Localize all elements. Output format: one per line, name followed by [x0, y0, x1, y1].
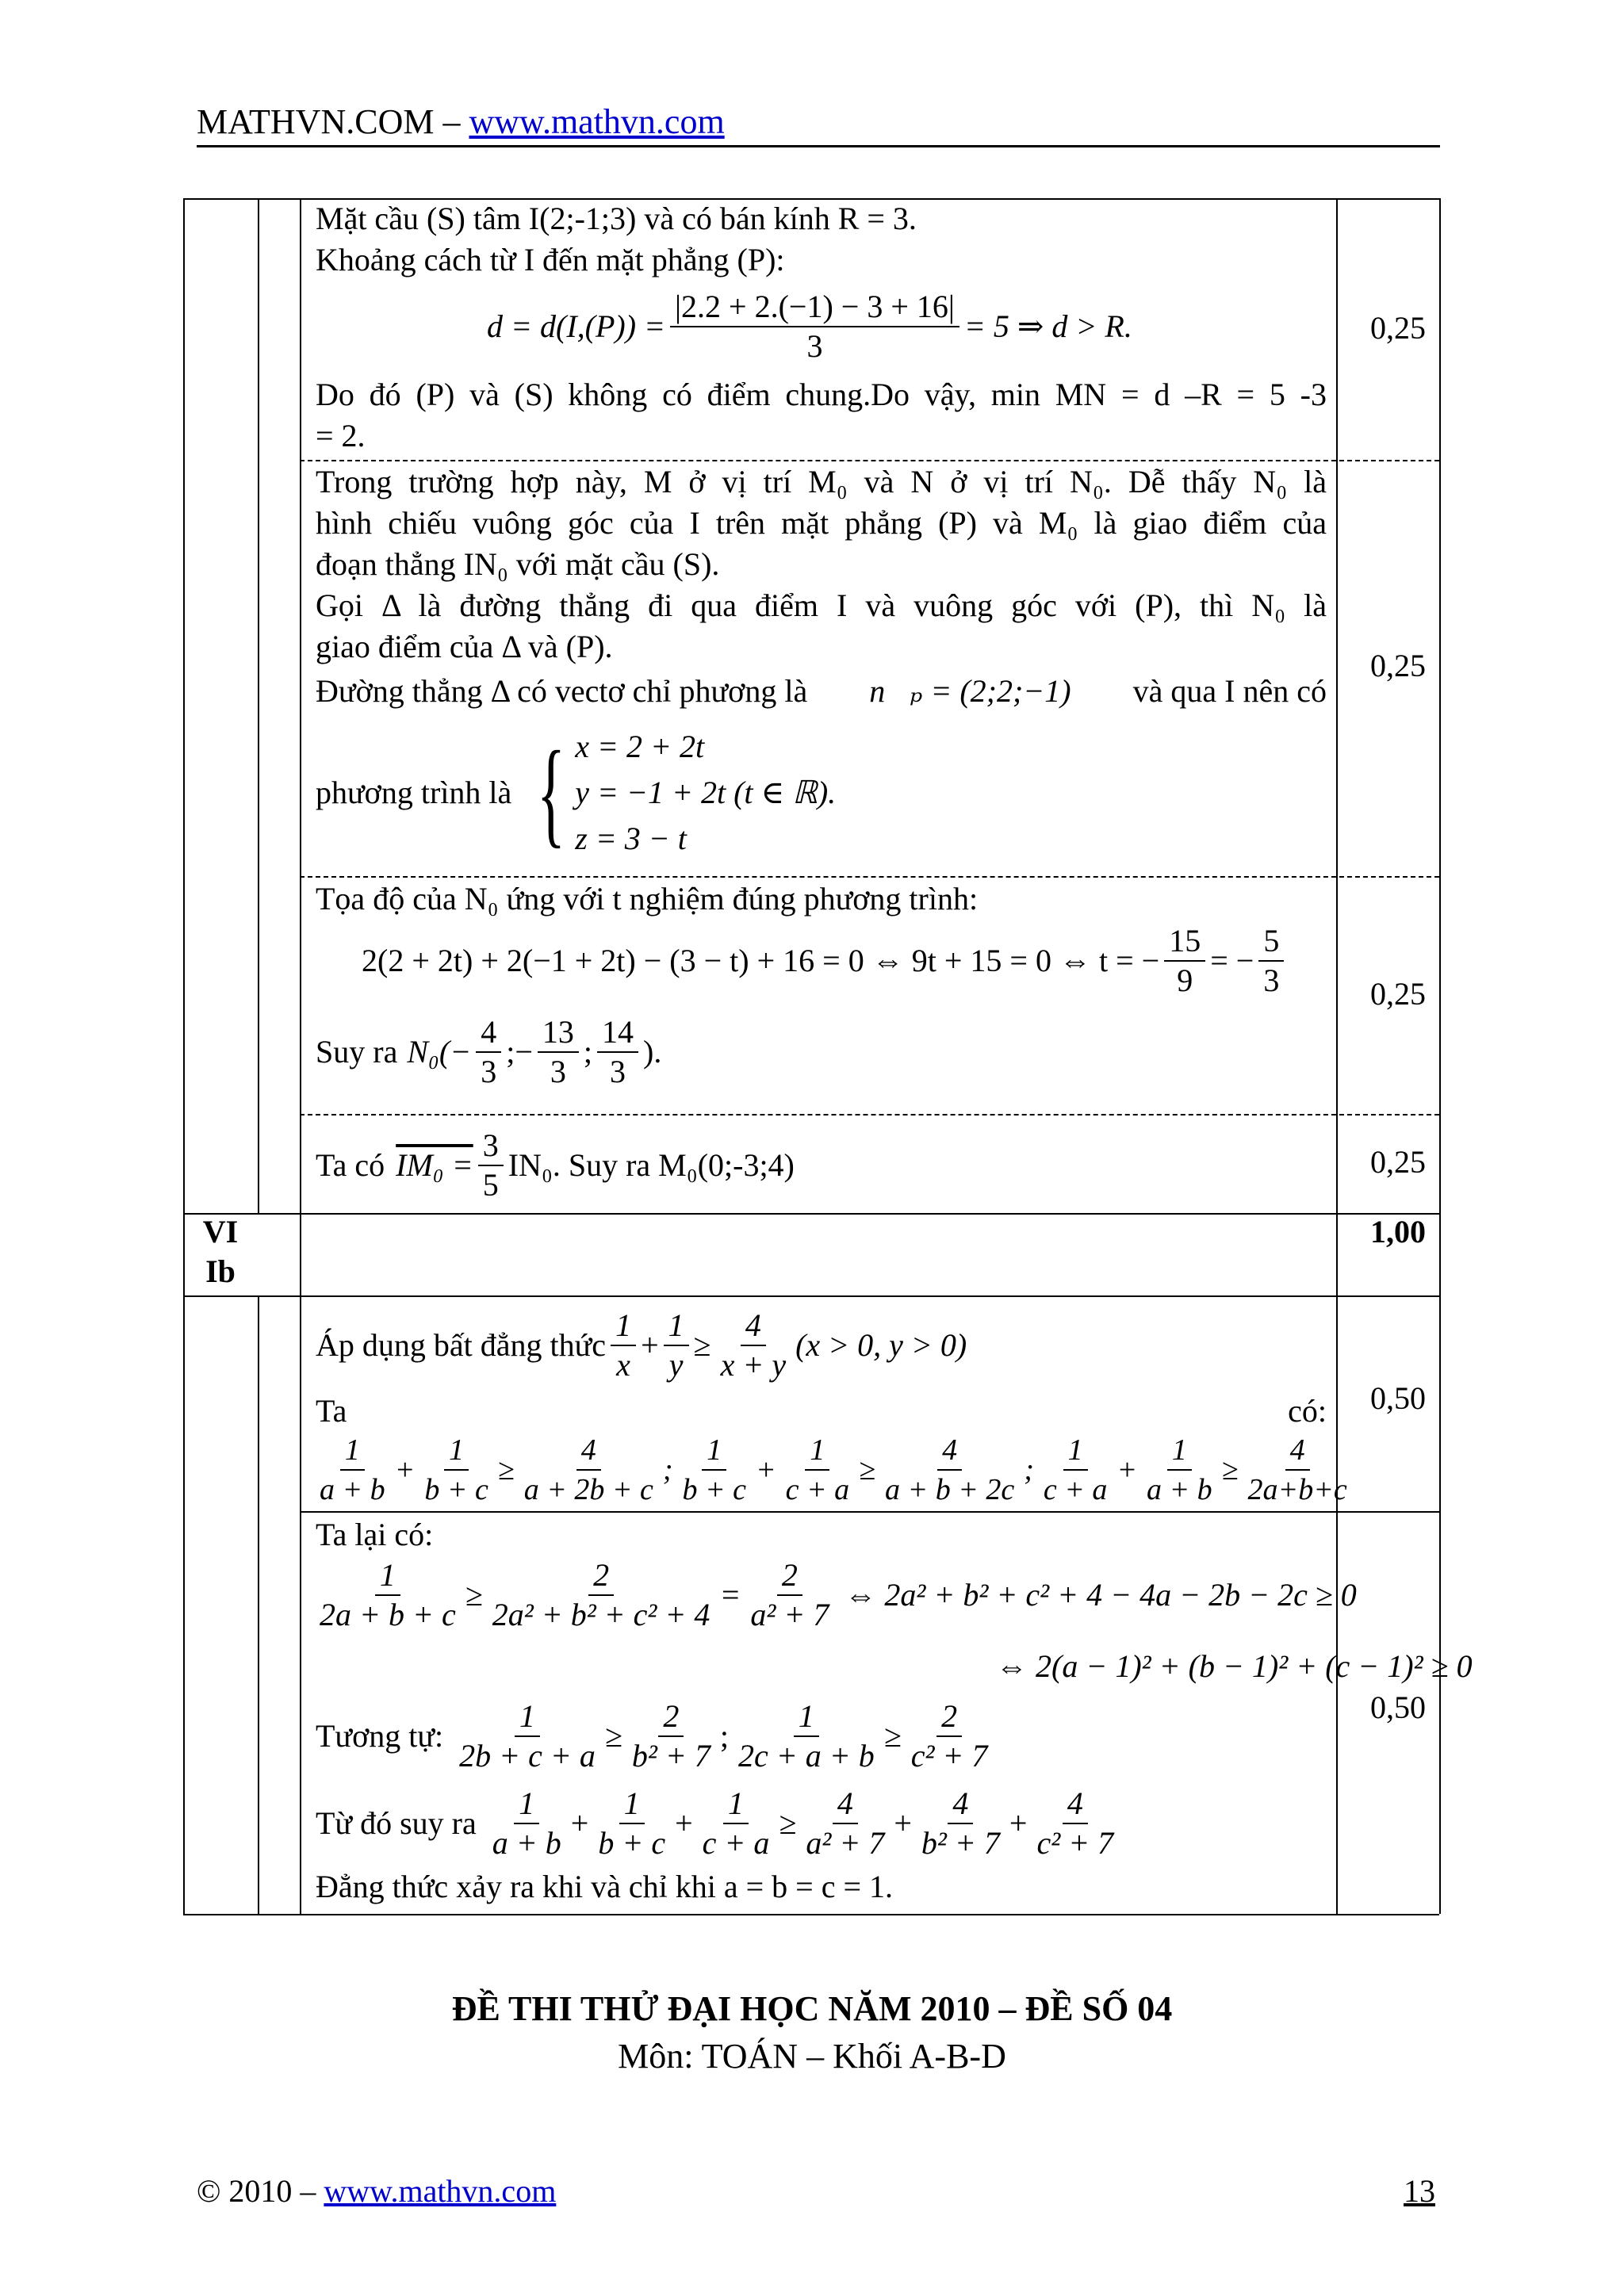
inequality-step: $\frac{1}{2a + b + c}$ ≥ $\frac{2}{\text{2a² + b² + c² + 4}}$ = $\frac{2}{\text{a² + 7}}$ ⇔ 2a² + b² + c² + 4 − 4a − 2b − 2c ≥ 0: [320, 1557, 1357, 1632]
page-header: MATHVN.COM – www.mathvn.com: [197, 102, 725, 141]
text-line: Ta: [316, 1393, 347, 1429]
text-line: Gọi Δ là đường thẳng đi qua điểm I và vuông góc với (P), thì N₀ là: [316, 587, 1327, 623]
row-separator: [183, 1295, 1439, 1297]
score: 0,50: [1370, 1689, 1426, 1725]
brace-icon: {: [537, 727, 566, 859]
page-number: 13: [1404, 2173, 1435, 2209]
col-divider: [300, 198, 301, 1914]
score: 0,25: [1370, 976, 1426, 1012]
inequality-set: 1 a + b + $\frac{1}{b + c}$ ≥ $\frac{4}{a + 2b + c}$ ; 1 b + c + $\frac{1}{c + a}$ ≥ $\frac{4}{a + b + 2c}$ ; 1 c + a + $\frac{1}{a + b}$ ≥ $\frac{4}{2a+b+c}$: [310, 1430, 1357, 1510]
text-line: Trong trường hợp này, M ở vị trí M₀ và N ở vị trí N₀. Dễ thấy N₀ là: [316, 464, 1327, 499]
final-inequality: Từ đó suy ra 1 a + b + $\frac{1}{b + c}$ + $\frac{1}{c + a}$ ≥ $\frac{4}{\text{a² + 7}}$ + $\frac{4}{\text{b² + 7}}$ + $\frac{4}{\text{c² + 7}}$: [316, 1785, 1114, 1861]
text-line: Ta lại có:: [316, 1517, 434, 1552]
inequality-step: ⇔ 2(a − 1)² + (b − 1)² + (c − 1)² ≥ 0: [996, 1648, 1473, 1684]
text-line: hình chiếu vuông góc của I trên mặt phẳng (P) và M₀ là giao điểm của: [316, 505, 1327, 541]
section-label: VI: [202, 1214, 239, 1249]
equation: 2(2 + 2t) + 2(−1 + 2t) − (3 − t) + 16 = 0 ⇔ 9t + 15 = 0 ⇔ t = − $\frac{15}{9}$ = − $\frac{5}{3}$: [362, 921, 1289, 1001]
text-line: Do đó (P) và (S) không có điểm chung.Do vậy, min MN = d –R = 5 -3: [316, 377, 1327, 412]
exam-subtitle: Môn: TOÁN – Khối A-B-D: [618, 2037, 1006, 2076]
header-link[interactable]: www.mathvn.com: [469, 102, 725, 141]
text-line: = 2.: [316, 418, 366, 453]
inequality-intro: Áp dụng bất đẳng thức 1 x + $\frac{1}{y}$ ≥ $\frac{4}{x + y}$ (x > 0, y > 0): [316, 1307, 967, 1383]
text-line: Khoảng cách từ I đến mặt phẳng (P):: [316, 242, 785, 277]
header-rule: [197, 145, 1440, 147]
row-separator: [300, 1511, 1439, 1513]
section-label: Ib: [205, 1253, 236, 1289]
row-separator: [300, 876, 1439, 878]
point-result: Suy ra N₀(− $\frac{4}{3}$ ;− $\frac{13}{3}$ ; 14 3 ).: [316, 1014, 662, 1089]
vector-relation: Ta có IM₀ = $\frac{3}{5}$ IN₀. Suy ra M₀(0;-3;4): [316, 1127, 795, 1203]
footer-link[interactable]: www.mathvn.com: [324, 2173, 557, 2209]
page-footer: © 2010 – www.mathvn.com: [197, 2173, 557, 2209]
score: 0,25: [1370, 310, 1426, 346]
text-line: Mặt cầu (S) tâm I(2;-1;3) và có bán kính R = 3.: [316, 201, 917, 236]
similar-inequality: Tương tự: $\frac{1}{2b + c + a}$ ≥ $\frac{2}{\text{b² + 7}}$ ; $\frac{1}{2c + a + b}$ ≥ $\frac{2}{\text{c² + 7}}$: [316, 1698, 988, 1774]
row-separator: [183, 1213, 1439, 1215]
col-divider: [258, 198, 259, 1213]
table-border-bottom: [183, 1914, 1439, 1915]
exam-title: ĐỀ THI THỬ ĐẠI HỌC NĂM 2010 – ĐỀ SỐ 04: [451, 1989, 1173, 2028]
param-equation: phương trình là { x = 2 + 2t y = −1 + 2t (t ∈ ℝ). z = 3 − t: [316, 721, 836, 864]
distance-formula: d = d(I,(P)) = $\frac{|2.2 + 2.(-1) - 3 + 16|}{3}$ = 5 ⇒ d > R.: [487, 289, 1132, 364]
equation-system: { x = 2 + 2t y = −1 + 2t (t ∈ ℝ). z = 3 − t: [537, 727, 837, 859]
text-line: có:: [1288, 1393, 1327, 1429]
text-line: đoạn thẳng IN₀ với mặt cầu (S).: [316, 546, 720, 582]
fraction: $\frac{|2.2 + 2.(-1) - 3 + 16|}{3}$: [670, 288, 959, 365]
solution-table: [183, 198, 1473, 1914]
score: 0,50: [1370, 1380, 1426, 1416]
site-name: MATHVN.COM: [197, 102, 435, 141]
text-line: Đẳng thức xảy ra khi và chỉ khi a = b = c = 1.: [316, 1869, 894, 1904]
score: 0,25: [1370, 1144, 1426, 1180]
table-border-left: [183, 198, 185, 1914]
col-divider: [258, 1295, 259, 1914]
row-separator: [300, 1114, 1439, 1115]
normal-vector: n⃗ₚ = (2;2;−1): [869, 673, 1071, 709]
text-line: Đường thẳng Δ có vectơ chỉ phương là n⃗ₚ = (2;2;−1) và qua I nên có: [316, 671, 1327, 712]
section-score: 1,00: [1370, 1214, 1426, 1249]
text-line: Tọa độ của N₀ ứng với t nghiệm đúng phương trình:: [316, 881, 979, 916]
text-line: giao điểm của Δ và (P).: [316, 629, 613, 664]
score: 0,25: [1370, 648, 1426, 683]
